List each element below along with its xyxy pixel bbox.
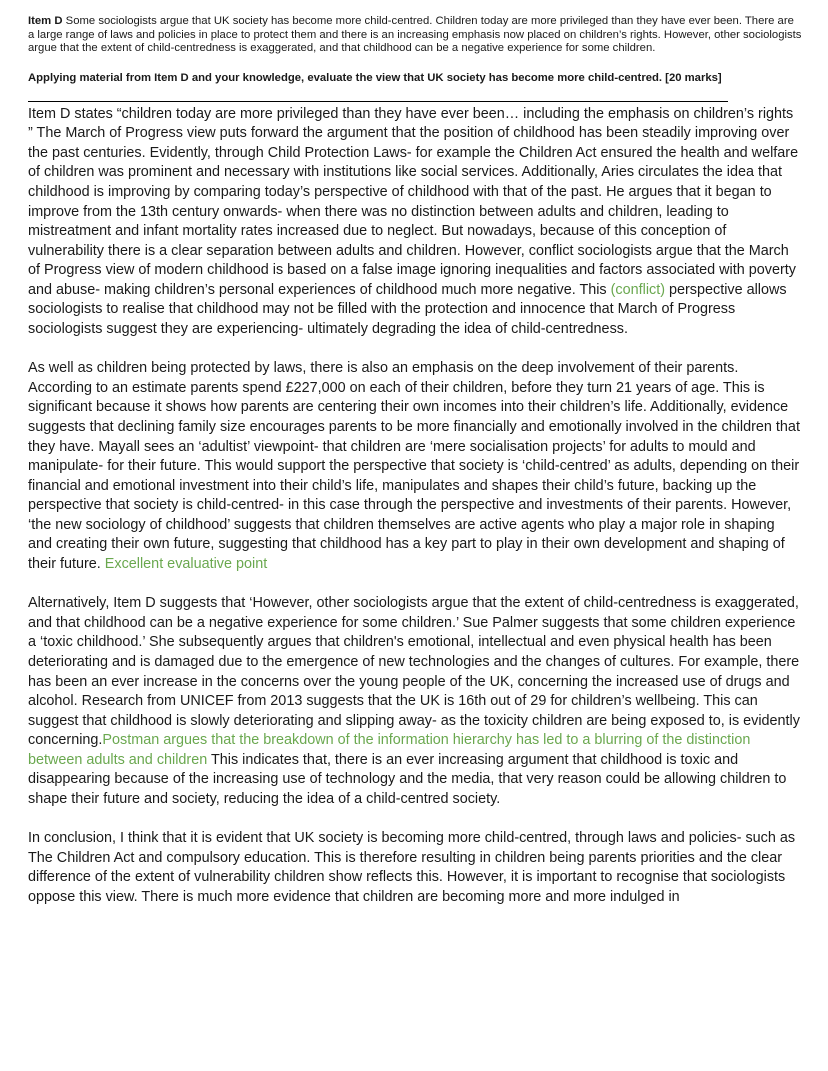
p1-text-b: perspective allows sociologists to realise that childhood may not be filled with the protection and innocence that March of Progress sociologists suggest they are experiencing- ultimately degrading the idea of child-centredness. [28,281,787,337]
essay-paragraph-1 [28,105,802,340]
p1-text-a: Item D states “children today are more privileged than they have ever been… including the emphasis on children’s rights ” The March of Progress view puts forward the argument that the position of childhood has been steadily improving over the past centuries. Evidently, through Child Protection Laws- for example the Children Act ensured the health and welfare of children was prominent and necessary with institutions like social services. Additionally, Aries circulates the idea that childhood is improving by comparing today’s perspective of childhood with that of the past. He argues that it began to improve from the 13th century onwards- when there was no distinction between adults and children, leading to mistreatment and infant mortality rates increased due to neglect. But nowadays, because of this conception of vulnerability there is a clear separation between adults and children. However, conflict sociologists argue that the March of Progress view of modern childhood is based on a false image ignoring inequalities and factors associated with poverty and abuse- making children’s personal experiences of childhood much more negative. This [28,105,799,298]
teacher-comment-evaluative: Excellent evaluative point [104,555,268,572]
item-d-source [28,15,802,56]
p2-text: As well as children being protected by laws, there is also an emphasis on the deep involvement of their parents. According to an estimate parents spend £227,000 on each of their children, before they turn 21 years of age. This is significant because it shows how parents are centering their own incomes into their children’s life. Additionally, evidence suggests that declining family size encourages parents to be more financially and emotionally involved in the children that they have. Mayall sees an ‘adultist’ viewpoint- that children are ‘mere socialisation projects’ for adults to mould and manipulate- for their future. This would support the perspective that society is ‘child-centred’ as adults, depending on their financial and emotional investment into their child’s life, manipulates and shapes their child’s future, backing up the perspective that society is child-centred- in this case through the perspective and investments of their parents. However, ‘the new sociology of childhood’ suggests that children themselves are active agents who play a major role in shaping and creating their own future, suggesting that childhood has a key part to play in their own development and shaping of their future. [28,360,800,572]
answer-rule [28,101,728,102]
essay-question: Applying material from Item D and your knowledge, evaluate the view that UK society has become more child-centred. [20 marks] [28,71,722,84]
p3-text-a: Alternatively, Item D suggests that ‘However, other sociologists argue that the extent of child-centredness is exaggerated, and that childhood can be a negative experience for some children.’ Sue Palmer suggests that some children experience a ‘toxic childhood.’ She subsequently argues that children's emotional, intellectual and even physical health has been deteriorating and is damaged due to the emergence of new technologies and the changes of cultures. For example, there has been an ever increase in the concerns over the young people of the UK, concerning the increased use of drugs and alcohol. Research from UNICEF from 2013 suggests that the UK is 16th out of 29 for children’s wellbeing. This can suggest that childhood is slowly deteriorating and slipping away- as the toxicity children are being exposed to, is evidently concerning. [28,595,800,749]
teacher-comment-conflict: (conflict) [610,281,665,298]
essay-body [28,105,802,908]
essay-paragraph-2 [28,359,802,574]
essay-paragraph-3 [28,594,802,809]
teacher-comment-postman: Postman argues that the breakdown of the information hierarchy has led to a blurring of the distinction between adults and children [28,732,751,768]
p4-text: In conclusion, I think that it is evident that UK society is becoming more child-centred, through laws and policies- such as The Children Act and compulsory education. This is therefore resulting in children being parents priorities and the clear difference of the extent of vulnerability children show reflects this. However, it is important to recognise that sociologists oppose this view. There is much more evidence that children are becoming more and more indulged in [28,830,796,906]
item-d-text: Some sociologists argue that UK society has become more child-centred. Children today are more privileged than they have ever been. There are a large range of laws and policies in place to protect them and there is an increasing emphasis now placed on children’s rights. However, other sociologists argue that the extent of child-centredness is exaggerated, and that childhood can be a negative experience for some children. [28,15,802,55]
essay-paragraph-4 [28,829,802,907]
p3-text-b: This indicates that, there is an ever increasing argument that childhood is toxic and disappearing because of the increasing use of technology and the media, that very reason could be allowing children to shape their future and society, reducing the idea of a child-centred society. [28,751,787,807]
item-d-label: Item D [28,15,63,27]
